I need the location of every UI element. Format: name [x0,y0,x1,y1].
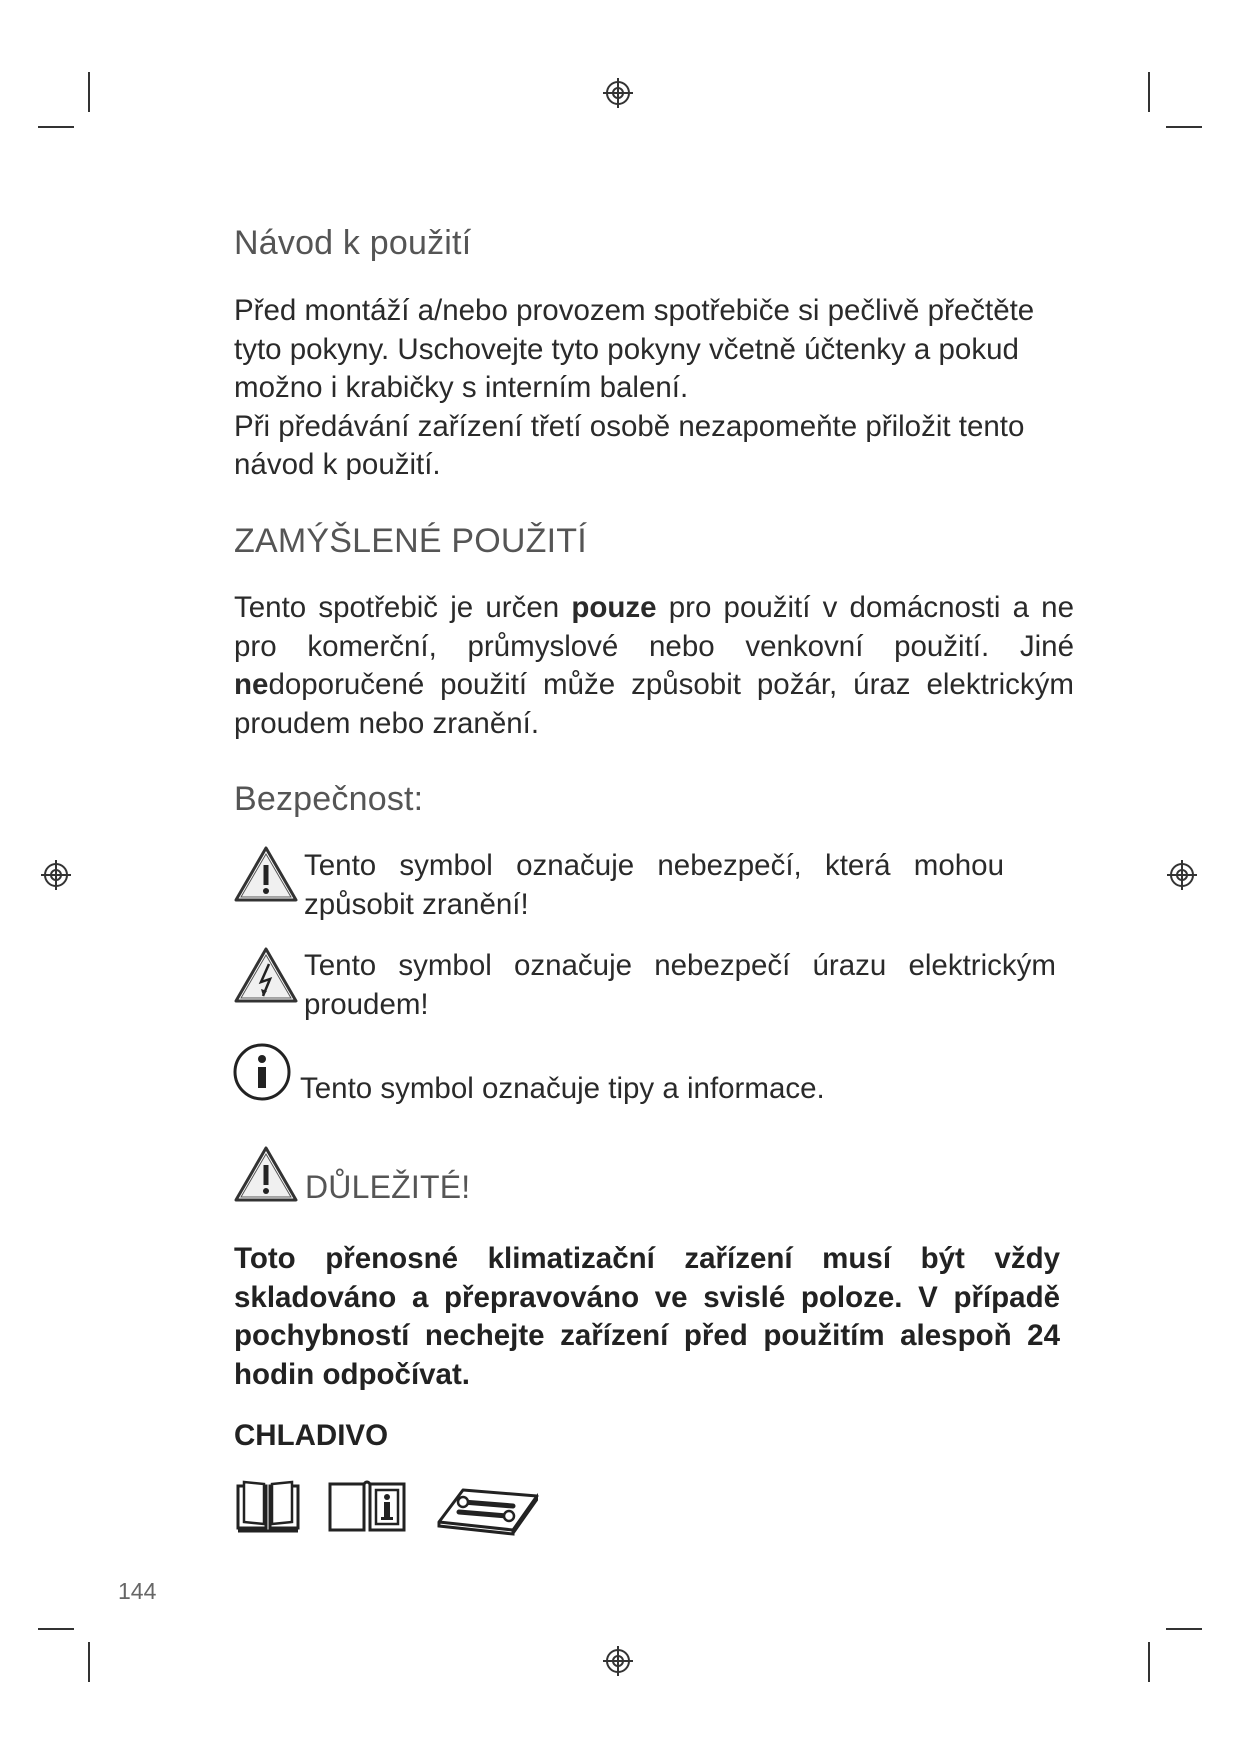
intended-use-text: Tento spotřebič je určen [234,591,572,624]
important-text: Toto přenosné klimatizační zařízení musí být vždy skladováno a přepravováno ve svislé poloze. V případě pochybností nechejte zařízení před použitím alespoň 24 hodin odpočívat. [234,1242,1060,1391]
electric-hazard-icon [234,946,298,1004]
crop-mark [88,72,90,112]
safety-heading: Bezpečnost: [234,780,424,818]
page-title: Návod k použití [234,224,472,262]
registration-mark-icon [602,1645,634,1677]
refrigerant-heading: CHLADIVO [234,1419,389,1452]
intro-text-2: Při předávání zařízení třetí osobě nezapomeňte přiložit tento návod k použití. [234,409,1025,481]
registration-mark-icon [1166,859,1198,891]
registration-mark-icon [40,859,72,891]
info-circle-icon [232,1042,292,1102]
intro-paragraph [234,292,1074,485]
warning-text: Tento symbol označuje nebezpečí, která mohou způsobit zranění! [304,849,1004,921]
crop-mark [38,126,74,128]
intended-use-heading: ZAMÝŠLENÉ POUŽITÍ [234,522,587,560]
warning-triangle-icon [234,1145,298,1203]
warning-triangle-icon [234,845,298,903]
crop-mark [1148,72,1150,112]
page-number: 144 [118,1578,157,1604]
crop-mark [1148,1642,1150,1682]
intended-use-text: pro použití v domácnosti a ne pro komerční, průmyslové nebo venkovní použití. Jiné [234,591,1074,663]
electric-text: Tento symbol označuje nebezpečí úrazu elektrickým proudem! [304,949,1056,1021]
manual-info-icon [326,1476,410,1536]
important-heading: DŮLEŽITÉ! [305,1169,471,1205]
registration-mark-icon [602,77,634,109]
intro-text-1: Před montáží a/nebo provozem spotřebiče si pečlivě přečtěte tyto pokyny. Uschovejte tyto pokyny včetně účtenky a pokud možno i krabičky s interním balení. [234,294,1035,404]
intended-use-text: doporučené použití může způsobit požár, úraz elektrickým proudem nebo zranění. [234,668,1074,740]
intended-use-paragraph [234,589,1074,743]
crop-mark [88,1642,90,1682]
service-manual-icon [433,1482,543,1538]
info-text: Tento symbol označuje tipy a informace. [300,1072,825,1105]
crop-mark [1166,126,1202,128]
intended-use-bold: pouze [571,591,657,624]
intended-use-bold: ne [234,668,269,701]
crop-mark [38,1628,74,1630]
crop-mark [1166,1628,1202,1630]
manual-book-icon [234,1476,302,1534]
